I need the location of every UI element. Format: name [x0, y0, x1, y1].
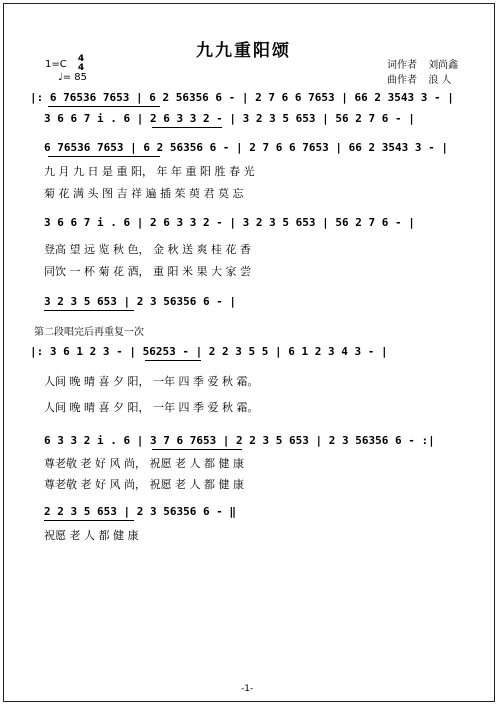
lyricist-credit [387, 56, 458, 71]
composer-credit [387, 71, 451, 86]
key-text: 1=C [45, 59, 67, 70]
lyric-row-4a: 登高 望 远 览 秋 色， 金 秋 送 爽 桂 花 香 [44, 243, 251, 256]
underline [152, 449, 242, 450]
notation-row-2: 3 6 6 7 i . 6 | 2 6 3 3 2 - | 3 2 3 5 653 | 56 2 7 6 - | [44, 112, 415, 125]
time-top: 4 [77, 54, 85, 64]
lyric-row-8: 祝愿 老 人 都 健 康 [44, 529, 139, 542]
time-bottom: 4 [77, 63, 85, 73]
composer-name: 浪 人 [428, 75, 452, 86]
notation-row-1: |: 6 76536 7653 | 6 2 56356 6 - | 2 7 6 6 7653 | 66 2 3543 3 - | [30, 91, 454, 104]
lyric-row-4b: 同饮 一 杯 菊 花 酒， 重 阳 米 果 大 家 尝 [44, 265, 251, 278]
key-signature [45, 55, 84, 73]
underline [48, 156, 160, 157]
notation-row-5: 3 2 3 5 653 | 2 3 56356 6 - | [44, 295, 237, 308]
lyric-row-7a: 尊老敬 老 好 风 尚， 祝愿 老 人 都 健 康 [44, 457, 244, 470]
underline [44, 520, 134, 521]
notation-row-3: 6 76536 7653 | 6 2 56356 6 - | 2 7 6 6 7653 | 66 2 3543 3 - | [44, 141, 448, 154]
notation-row-6: |: 3 6 1 2 3 - | 56253 - | 2 2 3 5 5 | 6 1 2 3 4 3 - | [30, 345, 388, 358]
notation-row-8: 2 2 3 5 653 | 2 3 56356 6 - ‖ [44, 505, 237, 518]
composer-label: 曲作者 [387, 75, 417, 86]
page-number: -1- [241, 684, 254, 694]
notation-row-7: 6 3 3 2 i . 6 | 3 7 6 7653 | 2 2 3 5 653 | 2 3 56356 6 - :| [44, 434, 435, 447]
notation-row-4: 3 6 6 7 i . 6 | 2 6 3 3 2 - | 3 2 3 5 653 | 56 2 7 6 - | [44, 216, 415, 229]
lyric-row-3a: 九 月 九 日 是 重 阳， 年 年 重 阳 胜 春 光 [44, 165, 255, 178]
lyricist-label: 词作者 [387, 60, 417, 71]
lyric-row-6b: 人间 晚 晴 喜 夕 阳， 一年 四 季 爱 秋 霜。 [44, 401, 259, 414]
time-signature [78, 55, 84, 73]
song-title: 九九重阳颂 [196, 41, 291, 61]
lyricist-name: 刘尚鑫 [428, 60, 459, 71]
underline [152, 127, 222, 128]
lyric-row-3b: 菊 花 满 头 图 吉 祥 遍 插 茱 萸 君 莫 忘 [44, 187, 244, 200]
underline [145, 360, 201, 361]
underline [48, 106, 160, 107]
section-note: 第二段唱完后再重复一次 [34, 327, 144, 338]
lyric-row-7b: 尊老敬 老 好 风 尚， 祝愿 老 人 都 健 康 [44, 478, 244, 491]
underline [44, 310, 134, 311]
tempo-marking: ♩= 85 [58, 72, 87, 83]
lyric-row-6a: 人间 晚 晴 喜 夕 阳， 一年 四 季 爱 秋 霜。 [44, 375, 259, 388]
